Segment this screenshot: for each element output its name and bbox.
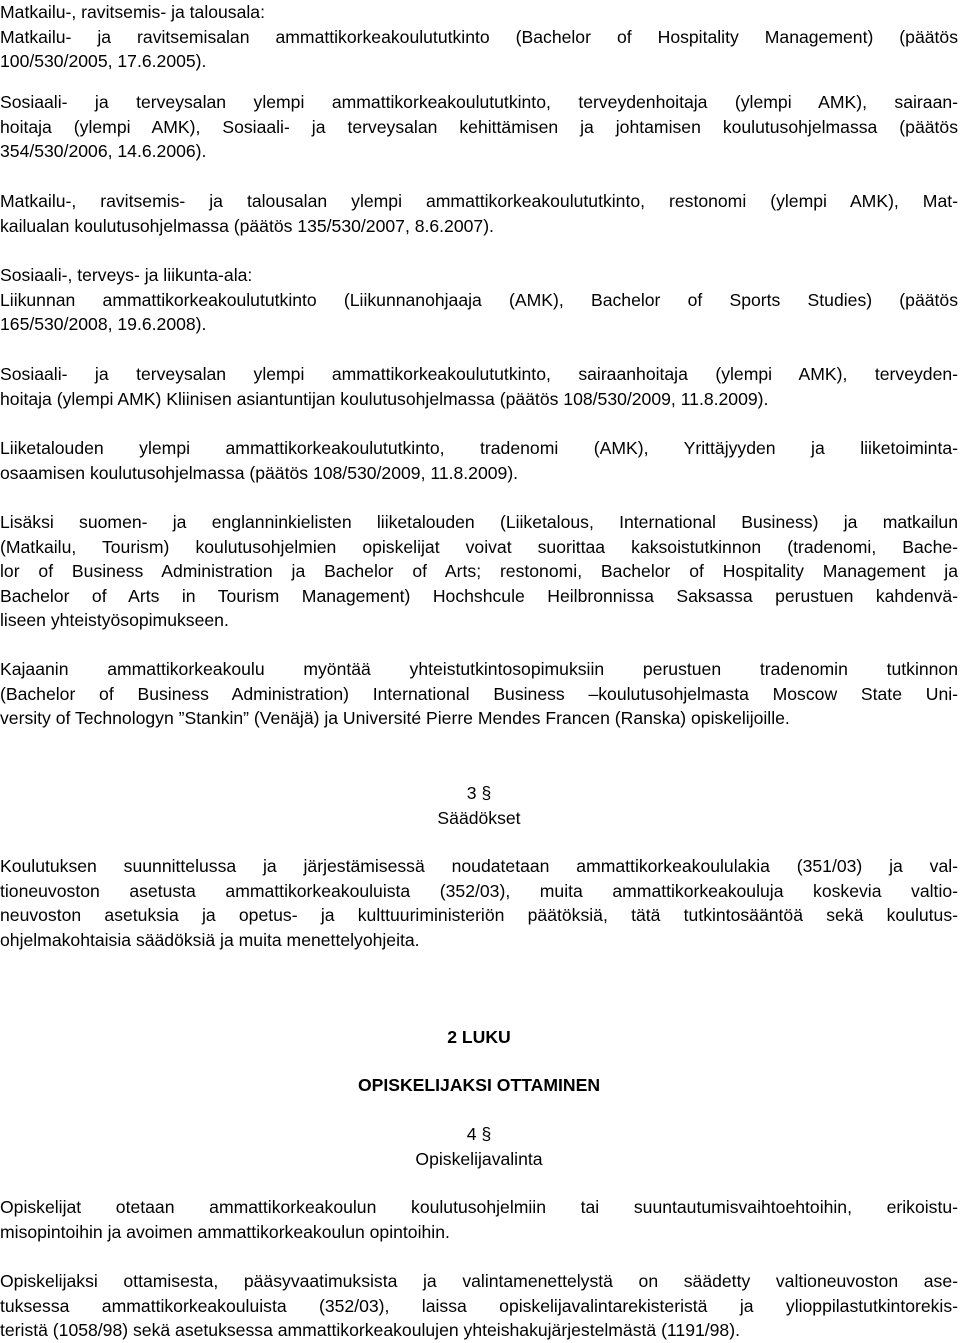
paragraph-regulations [0, 854, 958, 952]
text-line: Matkailu-, ravitsemis- ja talousalan ylempi ammattikorkeakoulututkinto, restonomi (ylempi AMK), Mat- [0, 191, 958, 211]
paragraph-degree-restonomi [0, 189, 958, 238]
text-line: Matkailu-, ravitsemis- ja talousala: [0, 2, 265, 22]
text-line: teristä (1058/98) sekä asetuksessa ammattikorkeakoulujen yhteishakujärjestelmästä (1191/98). [0, 1320, 740, 1341]
text-line: Lisäksi suomen- ja englanninkielisten liiketalouden (Liiketalous, International Business) ja matkailun [0, 512, 958, 532]
text-line: 165/530/2008, 19.6.2008). [0, 314, 207, 335]
text-line: Kajaanin ammattikorkeakoulu myöntää yhteistutkintosopimuksiin perustuen tradenomin tutkinnon [0, 659, 958, 679]
text-line: Sosiaali-, terveys- ja liikunta-ala: [0, 265, 253, 285]
section-title: Säädökset [437, 807, 521, 828]
text-line: (Matkailu, Tourism) koulutusohjelmien opiskelijat voivat suorittaa kaksoistutkinnon (tradenomi, Bache- [0, 536, 958, 557]
paragraph-admission-regulations [0, 1269, 958, 1343]
text-line: 100/530/2005, 17.6.2005). [0, 51, 207, 72]
section-number: 3 § [466, 783, 492, 803]
text-line: Bachelor of Arts in Tourism Management) Hochshcule Heilbronnissa Saksassa perustuen kahdenvä- [0, 585, 958, 606]
text-line: Koulutuksen suunnittelussa ja järjestämisessä noudatetaan ammattikorkeakoululakia (351/03) ja val- [0, 856, 958, 876]
paragraph-degree-clinical [0, 362, 958, 411]
paragraph-student-admission [0, 1195, 958, 1244]
chapter-title: OPISKELIJAKSI OTTAMINEN [357, 1075, 601, 1095]
text-line: Sosiaali- ja terveysalan ylempi ammattikorkeakoulututkinto, terveydenhoitaja (ylempi AMK), sairaan- [0, 92, 958, 112]
section-title: Opiskelijavalinta [415, 1148, 543, 1169]
section-4-heading [0, 1122, 958, 1171]
section-number: 4 § [466, 1124, 492, 1144]
text-line: liseen yhteistyösopimukseen. [0, 610, 229, 631]
text-line: Matkailu- ja ravitsemisalan ammattikorkeakoulututkinto (Bachelor of Hospitality Management) (päätös [0, 26, 958, 47]
text-line: neuvoston asetuksia ja opetus- ja kulttuuriministeriön päätöksiä, tätä tutkintosääntöä sekä koulutus- [0, 905, 958, 926]
paragraph-double-degree [0, 510, 958, 633]
chapter-2-heading [0, 1025, 958, 1050]
text-line: tuksessa ammattikorkeakouluista (352/03), laissa opiskelijavalintarekisteristä ja ylioppilastutkintorekis- [0, 1295, 958, 1316]
paragraph-joint-degree [0, 657, 958, 731]
text-line: Sosiaali- ja terveysalan ylempi ammattikorkeakoulututkinto, sairaanhoitaja (ylempi AMK), terveyden- [0, 364, 958, 384]
section-3-heading [0, 781, 958, 830]
text-line: kailualan koulutusohjelmassa (päätös 135/530/2007, 8.6.2007). [0, 215, 494, 236]
chapter-label: 2 LUKU [447, 1027, 511, 1047]
paragraph-degree-hospitality [0, 0, 958, 74]
paragraph-degree-business-masters [0, 436, 958, 485]
text-line: Liikunnan ammattikorkeakoulututkinto (Liikunnanohjaaja (AMK), Bachelor of Sports Studies) (päätös [0, 289, 958, 310]
text-line: misopintoihin ja avoimen ammattikorkeakoulun opintoihin. [0, 1221, 450, 1242]
chapter-2-title-block [0, 1073, 958, 1098]
text-line: versity of Technologyn ”Stankin” (Venäjä) ja Université Pierre Mendes Francen (Ranska) opiskelijoille. [0, 708, 790, 729]
text-line: 354/530/2006, 14.6.2006). [0, 141, 207, 162]
text-line: (Bachelor of Business Administration) International Business –koulutusohjelmasta Moscow State Uni- [0, 683, 958, 704]
text-line: hoitaja (ylempi AMK) Kliinisen asiantuntijan koulutusohjelmassa (päätös 108/530/2009, 11.8.2009). [0, 388, 769, 409]
text-line: osaamisen koulutusohjelmassa (päätös 108/530/2009, 11.8.2009). [0, 462, 519, 483]
text-line: Opiskelijaksi ottamisesta, pääsyvaatimuksista ja valintamenettelystä on säädetty valtioneuvoston ase- [0, 1271, 958, 1291]
text-line: ohjelmakohtaisia säädöksiä ja muita menettelyohjeita. [0, 929, 420, 950]
text-line: lor of Business Administration ja Bachelor of Arts; restonomi, Bachelor of Hospitality Management ja [0, 561, 958, 582]
paragraph-degree-sports [0, 263, 958, 337]
text-line: Opiskelijat otetaan ammattikorkeakoulun koulutusohjelmiin tai suuntautumisvaihtoehtoihin, erikoistu- [0, 1197, 958, 1217]
paragraph-degree-health-masters [0, 90, 958, 164]
text-line: Liiketalouden ylempi ammattikorkeakoulututkinto, tradenomi (AMK), Yrittäjyyden ja liiketoiminta- [0, 438, 958, 458]
text-line: tioneuvoston asetusta ammattikorkeakouluista (352/03), muita ammattikorkeakouluja koskevia valtio- [0, 880, 958, 901]
text-line: hoitaja (ylempi AMK), Sosiaali- ja terveysalan kehittämisen ja johtamisen koulutusohjelmassa (päätös [0, 116, 958, 137]
